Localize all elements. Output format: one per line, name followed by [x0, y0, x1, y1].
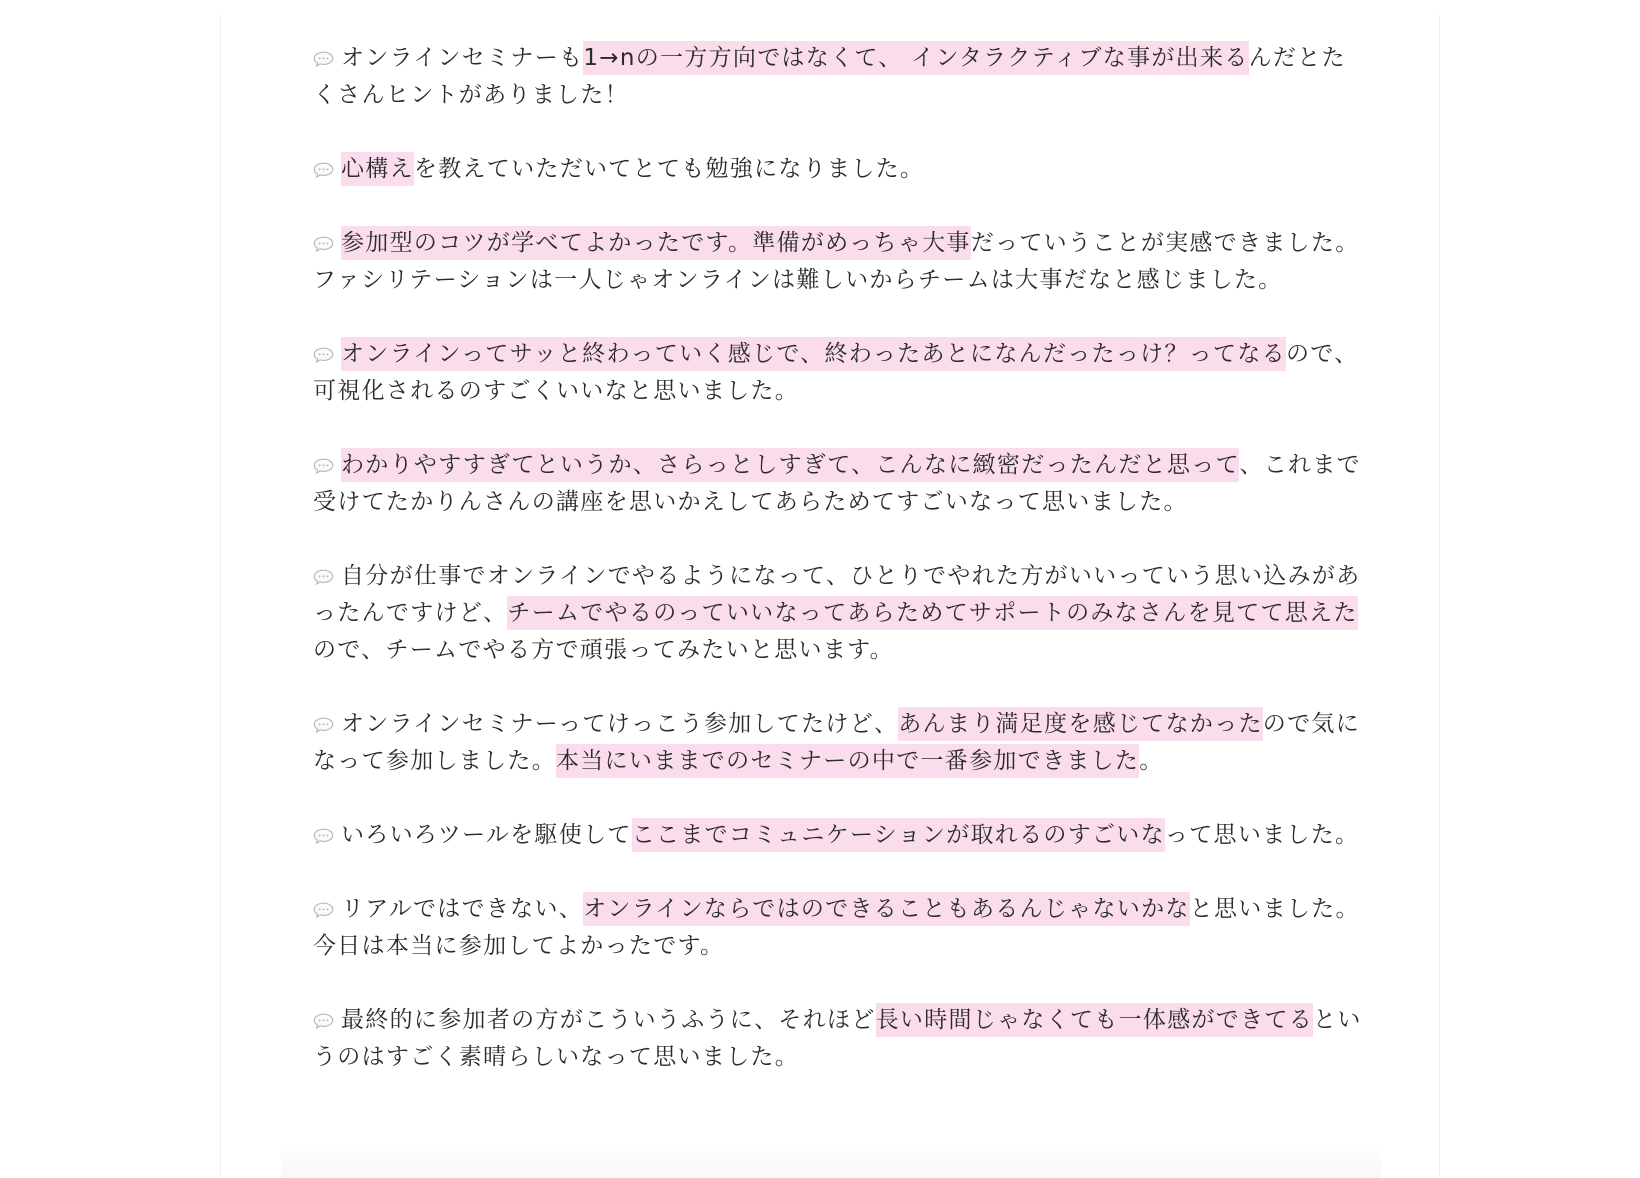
comment-item: [313, 151, 1363, 188]
comment-item: [313, 706, 1363, 780]
highlighted-text: 参加型のコツが学べてよかったです。準備がめっちゃ大事: [341, 226, 971, 260]
highlighted-text: 長い時間じゃなくても一体感ができてる: [876, 1003, 1313, 1037]
speech-bubble-icon: [313, 51, 334, 66]
feedback-comment-list: [313, 40, 1363, 1113]
speech-bubble-icon: [313, 458, 334, 473]
comment-item: [313, 447, 1363, 521]
comment-item: [313, 891, 1363, 965]
comment-item: [313, 40, 1363, 114]
highlighted-text: 本当にいままでのセミナーの中で一番参加できました: [556, 744, 1139, 778]
comment-text: ので、チームでやる方で頑張ってみたいと思います。: [313, 637, 894, 663]
comment-text: ので気になって参加しました。: [313, 711, 1360, 774]
comment-text: って思いました。: [1164, 822, 1360, 848]
comment-text: 最終的に参加者の方がこういうふうに、それほど: [341, 1007, 876, 1033]
speech-bubble-icon: [313, 717, 334, 732]
highlighted-text: オンラインならではのできることもあるんじゃないかな: [583, 892, 1190, 926]
comment-text: オンラインセミナーってけっこう参加してたけど、: [341, 711, 899, 737]
comment-item: [313, 336, 1363, 410]
comment-text: 。: [1139, 748, 1164, 774]
comment-item: [313, 817, 1363, 854]
speech-bubble-icon: [313, 347, 334, 362]
comment-item: [313, 225, 1363, 299]
highlighted-text: 心構え: [341, 152, 414, 186]
comment-text: だっていうことが実感できました。ファシリテーションは一人じゃオンラインは難しいからチームは大事だなと感じました。: [313, 230, 1360, 293]
highlighted-text: ここまでコミュニケーションが取れるのすごいな: [632, 818, 1165, 852]
comment-text: リアルではできない、: [341, 896, 584, 922]
highlighted-text: オンラインってサッと終わっていく感じで、終わったあとになんだったっけ？ってなる: [341, 337, 1286, 371]
speech-bubble-icon: [313, 569, 334, 584]
speech-bubble-icon: [313, 236, 334, 251]
comment-text: ので、可視化されるのすごくいいなと思いました。: [313, 341, 1359, 404]
comment-text: オンラインセミナーも: [341, 45, 584, 71]
highlighted-text: あんまり満足度を感じてなかった: [898, 707, 1263, 741]
comment-text: というのはすごく素晴らしいなって思いました。: [313, 1007, 1362, 1070]
comment-text: 自分が仕事でオンラインでやるようになって、ひとりでやれた方がいいっていう思い込みがあったんですけど、: [313, 563, 1361, 626]
speech-bubble-icon: [313, 1013, 334, 1028]
comment-text: と思いました。今日は本当に参加してよかったです。: [313, 896, 1360, 959]
comment-text: 、これまで受けてたかりんさんの講座を思いかえしてあらためてすごいなって思いました。: [313, 452, 1361, 515]
comment-item: [313, 558, 1363, 669]
comment-item: [313, 1002, 1363, 1076]
document-page: [220, 14, 1440, 1178]
speech-bubble-icon: [313, 902, 334, 917]
comment-text: いろいろツールを駆使して: [341, 822, 632, 848]
speech-bubble-icon: [313, 162, 334, 177]
highlighted-text: わかりやすすぎてというか、さらっとしすぎて、こんなに緻密だったんだと思って: [341, 448, 1239, 482]
speech-bubble-icon: [313, 828, 334, 843]
comment-text: んだとたくさんヒントがありました！: [313, 45, 1346, 108]
highlighted-text: 1→nの一方方向ではなくて、 インタラクティブな事が出来る: [583, 41, 1248, 75]
highlighted-text: チームでやるのっていいなってあらためてサポートのみなさんを見てて思えた: [507, 596, 1357, 630]
bottom-fade: [281, 1142, 1381, 1178]
comment-text: を教えていただいてとても勉強になりました。: [413, 156, 925, 182]
